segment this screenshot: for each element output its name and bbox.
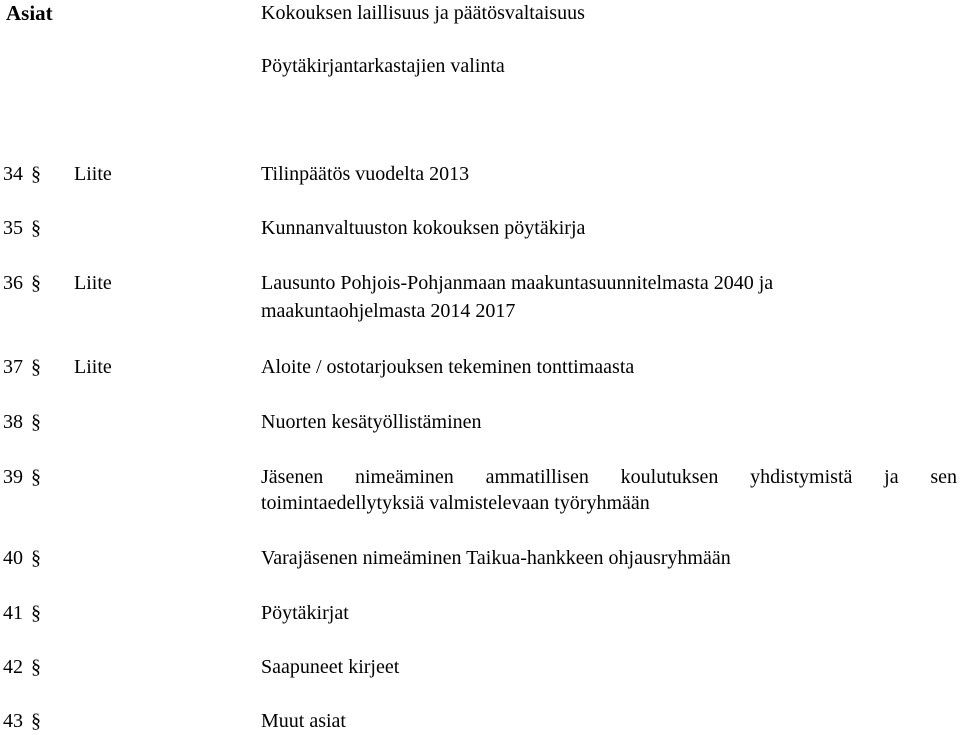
item-title: Nuorten kesätyöllistäminen xyxy=(261,411,482,433)
attachment-label: Liite xyxy=(74,356,112,378)
item-title: Tilinpäätös vuodelta 2013 xyxy=(261,163,470,185)
item-title: Pöytäkirjat xyxy=(261,602,349,624)
agenda-heading: Asiat xyxy=(6,1,53,25)
section-sign: § xyxy=(31,163,41,185)
item-number: 42 xyxy=(3,656,23,678)
section-sign: § xyxy=(31,411,41,433)
item-title: Aloite / ostotarjouksen tekeminen tonttimaasta xyxy=(261,356,635,378)
section-sign: § xyxy=(31,656,41,678)
item-title-line-1: Jäsenen nimeäminen ammatillisen koulutuksen yhdistymistä ja sen xyxy=(261,466,957,488)
item-title-line-1: Lausunto Pohjois-Pohjanmaan maakuntasuunnitelmasta 2040 ja xyxy=(261,272,774,294)
item-number: 39 xyxy=(3,466,23,488)
item-number: 38 xyxy=(3,411,23,433)
item-title: Varajäsenen nimeäminen Taikua-hankkeen ohjausryhmään xyxy=(261,547,731,569)
item-title-line-2: toimintaedellytyksiä valmistelevaan työryhmään xyxy=(261,492,650,514)
item-title: Saapuneet kirjeet xyxy=(261,656,400,678)
intro-item-legality: Kokouksen laillisuus ja päätösvaltaisuus xyxy=(261,2,585,24)
attachment-label: Liite xyxy=(74,272,112,294)
attachment-label: Liite xyxy=(74,163,112,185)
section-sign: § xyxy=(31,602,41,624)
item-number: 34 xyxy=(3,163,23,185)
item-title-line-2: maakuntaohjelmasta 2014 2017 xyxy=(261,300,516,322)
item-title: Kunnanvaltuuston kokouksen pöytäkirja xyxy=(261,217,586,239)
item-number: 37 xyxy=(3,356,23,378)
section-sign: § xyxy=(31,272,41,294)
intro-item-minutes-checkers: Pöytäkirjantarkastajien valinta xyxy=(261,55,505,77)
item-title: Muut asiat xyxy=(261,710,346,732)
section-sign: § xyxy=(31,710,41,732)
item-number: 41 xyxy=(3,602,23,624)
item-number: 40 xyxy=(3,547,23,569)
item-number: 43 xyxy=(3,710,23,732)
section-sign: § xyxy=(31,547,41,569)
section-sign: § xyxy=(31,466,41,488)
section-sign: § xyxy=(31,217,41,239)
section-sign: § xyxy=(31,356,41,378)
item-number: 35 xyxy=(3,217,23,239)
item-number: 36 xyxy=(3,272,23,294)
